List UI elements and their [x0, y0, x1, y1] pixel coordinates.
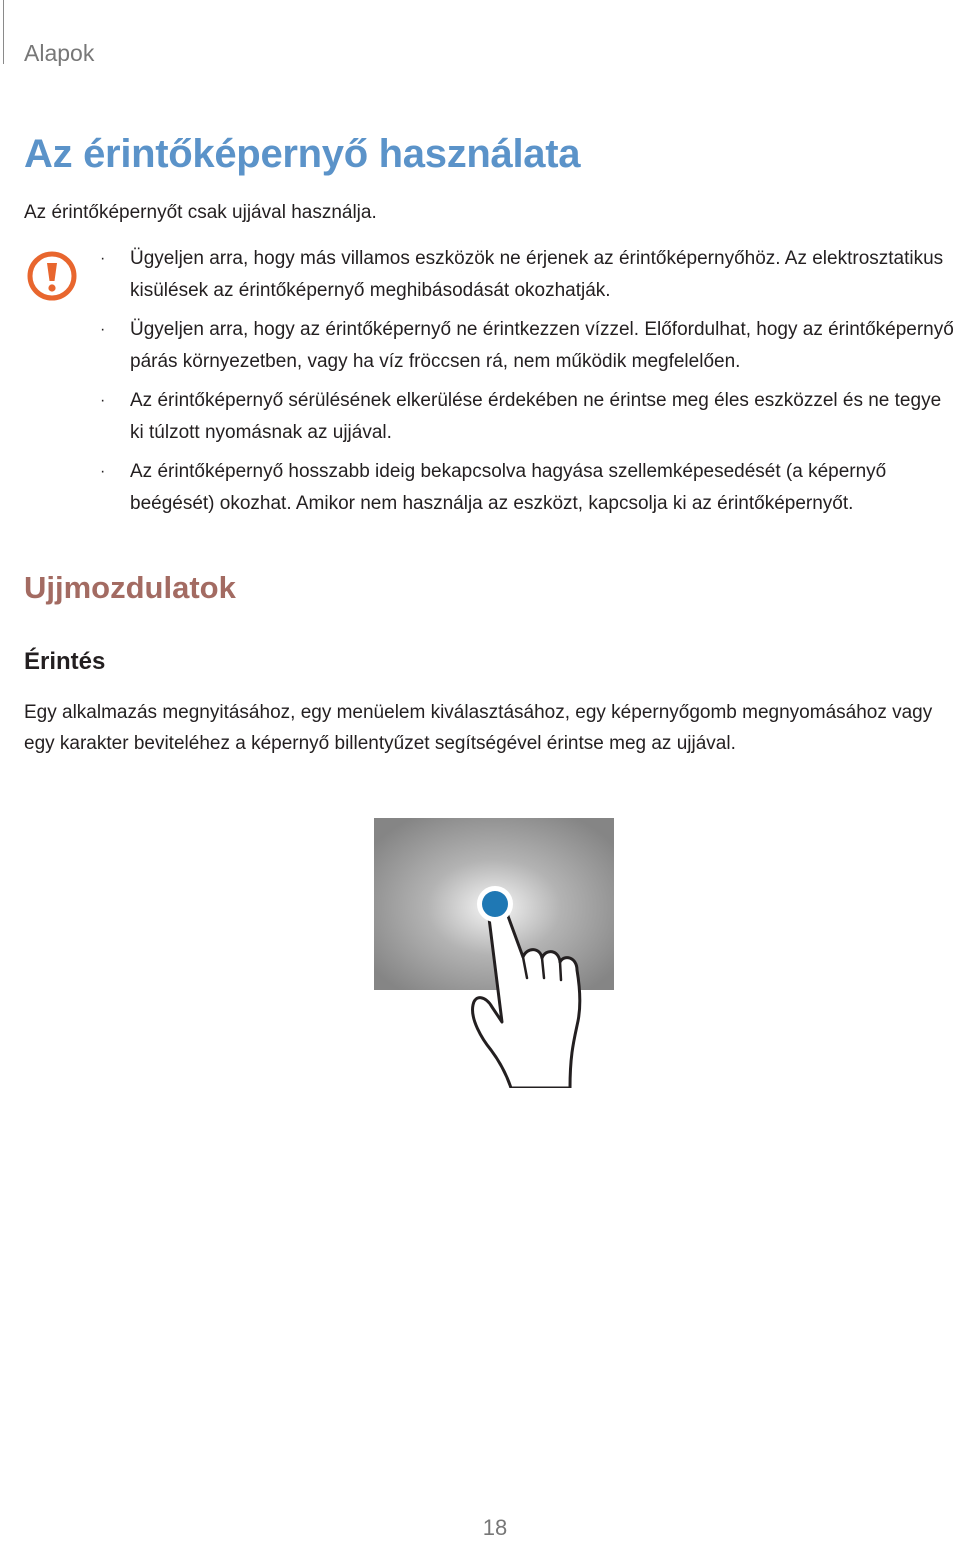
bullet: · [100, 463, 106, 480]
bullet: · [100, 321, 106, 338]
warning-text: Az érintőképernyő sérülésének elkerülése érdekében ne érintse meg éles eszközzel és ne tegye ki túlzott nyomásnak az ujjával. [130, 390, 942, 443]
warning-item [100, 314, 960, 377]
gesture-title: Érintés [24, 648, 106, 675]
intro-text: Az érintőképernyőt csak ujjával használja. [24, 202, 377, 223]
warning-item [100, 385, 960, 448]
bullet: · [100, 392, 106, 409]
warning-text: Az érintőképernyő hosszabb ideig bekapcsolva hagyása szellemképesedését (a képernyő beégését) okozhat. Amikor nem használja az eszközt, kapcsolja ki az érintőképernyőt. [130, 461, 887, 514]
warning-item [100, 243, 960, 306]
warning-list [100, 243, 960, 527]
bullet: · [100, 250, 106, 267]
knuckle-line [560, 962, 561, 980]
exclamation-circle-icon [26, 250, 78, 302]
page-title: Az érintőképernyő használata [24, 132, 581, 176]
page-edge-line [3, 0, 4, 64]
warning-item [100, 456, 960, 519]
gesture-description: Egy alkalmazás megnyitásához, egy menüelem kiválasztásához, egy képernyőgomb megnyomásához vagy egy karakter beviteléhez a képernyő billentyűzet segítségével érintse meg az ujjával. [24, 702, 933, 754]
warning-text: Ügyeljen arra, hogy más villamos eszközök ne érjenek az érintőképernyőhöz. Az elektrosztatikus kisülések az érintőképernyő meghibásodását okozhatják. [130, 248, 944, 301]
tap-finger-icon [374, 818, 614, 1088]
page-number: 18 [482, 1515, 508, 1540]
touch-point [482, 891, 508, 917]
warning-text: Ügyeljen arra, hogy az érintőképernyő ne érintkezzen vízzel. Előfordulhat, hogy az érintőképernyő párás környezetben, vagy ha víz fröccsen rá, nem működik megfelelően. [130, 319, 954, 372]
subsection-title: Ujjmozdulatok [24, 570, 236, 605]
section-header: Alapok [24, 40, 95, 66]
